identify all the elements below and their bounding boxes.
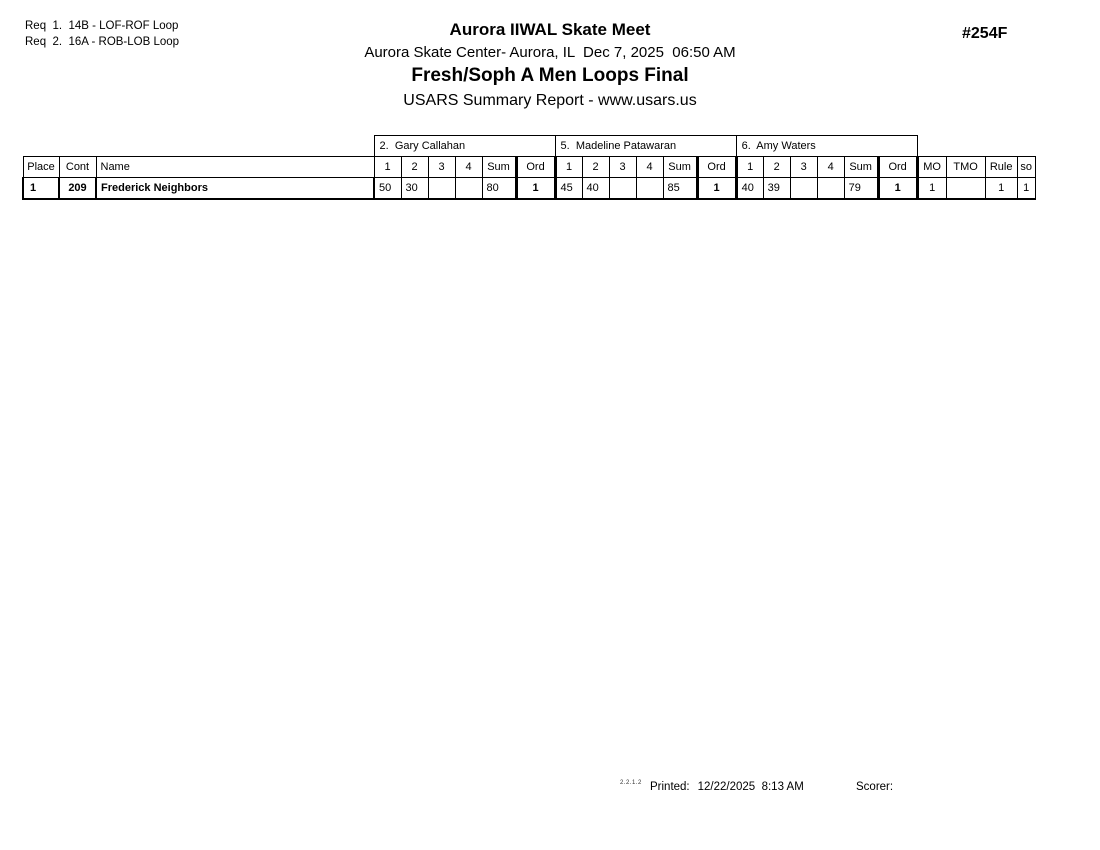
software-version: 2.2.1.2 [620,780,642,786]
col-header-cont: Cont [59,157,96,178]
j3-score-3 [790,178,817,200]
venue-date-line: Aurora Skate Center- Aurora, IL Dec 7, 2025 06:50 AM [364,44,736,61]
j2-score-2: 40 [582,178,609,200]
j1-sum: 80 [482,178,516,200]
j1-score-4 [455,178,482,200]
j1-score-2: 30 [401,178,428,200]
mo-cell: 1 [917,178,946,200]
j3-sum: 79 [844,178,878,200]
j2-score-1: 45 [555,178,582,200]
j2-score-3 [609,178,636,200]
col-header-place: Place [23,157,59,178]
col-header-mo: MO [917,157,946,178]
col-header-j1-1: 1 [374,157,401,178]
event-number: #254F [962,25,1008,42]
col-header-j2-4: 4 [636,157,663,178]
col-header-j3-2: 2 [763,157,790,178]
place-cell: 1 [23,178,59,200]
col-header-j1-2: 2 [401,157,428,178]
skater-name-cell: Frederick Neighbors [96,178,374,200]
scorer-label: Scorer: [856,781,894,793]
so-cell: 1 [1017,178,1035,200]
col-header-j3-4: 4 [817,157,844,178]
col-header-j3-3: 3 [790,157,817,178]
col-header-j2-3: 3 [609,157,636,178]
j3-score-1: 40 [736,178,763,200]
col-header-j2-sum: Sum [663,157,697,178]
judge-name-row [23,136,1035,157]
meet-title: Aurora IIWAL Skate Meet [449,20,651,39]
j3-score-4 [817,178,844,200]
col-header-j1-sum: Sum [482,157,516,178]
j2-score-4 [636,178,663,200]
printed-label: Printed: [650,781,690,793]
j2-ordinal: 1 [697,178,736,200]
col-header-j3-sum: Sum [844,157,878,178]
col-header-j3-1: 1 [736,157,763,178]
col-header-j2-ord: Ord [697,157,736,178]
j3-ordinal: 1 [878,178,917,200]
j1-ordinal: 1 [516,178,555,200]
col-header-j2-2: 2 [582,157,609,178]
report-type-title: USARS Summary Report - www.usars.us [403,92,697,109]
col-header-j1-ord: Ord [516,157,555,178]
judge-row-spacer [917,136,1035,157]
printed-value: 12/22/2025 8:13 AM [697,781,804,793]
col-header-name: Name [96,157,374,178]
column-header-row [23,157,1035,178]
col-header-j1-4: 4 [455,157,482,178]
contestant-number-cell: 209 [59,178,96,200]
requirement-line: Req 1. 14B - LOF-ROF Loop [25,20,179,32]
tmo-cell [946,178,985,200]
j2-sum: 85 [663,178,697,200]
requirement-line: Req 2. 16A - ROB-LOB Loop [25,36,180,48]
judge-1-name: 2. Gary Callahan [374,136,555,157]
j1-score-3 [428,178,455,200]
rule-cell: 1 [985,178,1017,200]
col-header-j2-1: 1 [555,157,582,178]
judge-row-spacer [23,136,374,157]
col-header-j1-3: 3 [428,157,455,178]
j3-score-2: 39 [763,178,790,200]
col-header-so: so [1017,157,1035,178]
judge-3-name: 6. Amy Waters [736,136,917,157]
result-row [23,178,1035,200]
col-header-tmo: TMO [946,157,985,178]
results-table [22,135,1036,200]
printed-timestamp [650,781,804,793]
report-header [0,21,1100,109]
col-header-rule: Rule [985,157,1017,178]
event-title: Fresh/Soph A Men Loops Final [411,65,689,86]
judge-2-name: 5. Madeline Patawaran [555,136,736,157]
col-header-j3-ord: Ord [878,157,917,178]
j1-score-1: 50 [374,178,401,200]
